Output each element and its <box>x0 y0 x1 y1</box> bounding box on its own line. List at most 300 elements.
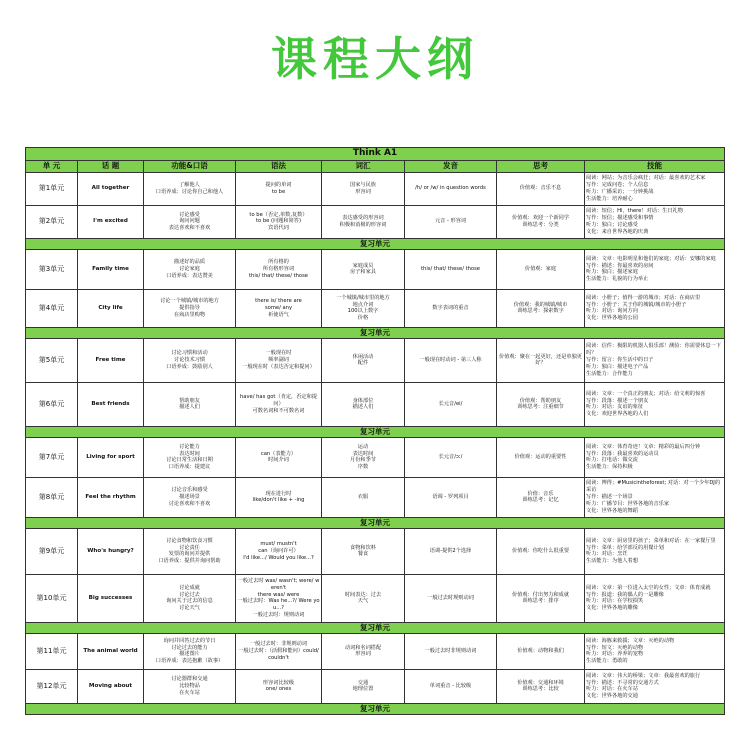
function-line: 讨论器群和交通 <box>171 676 208 683</box>
skills-line: 听力：对话：烹饪 <box>586 551 628 558</box>
function-cell <box>144 172 236 205</box>
skills-line: 写作：描述一个场景 <box>586 493 633 500</box>
grammar-line: 一般过去时：非规则动词 <box>249 641 308 648</box>
unit-row <box>26 205 725 238</box>
skills-line: 听力：对话：养养的宠物 <box>586 651 644 658</box>
skills-line: 听力：独白；讨论感受 <box>586 221 638 228</box>
grammar-cell <box>236 382 322 426</box>
topic-cell: Best friends <box>78 382 144 426</box>
header-grammar: 语法 <box>236 160 322 172</box>
function-line: 讨论成就 <box>179 584 200 591</box>
function-cell <box>144 249 236 289</box>
vocab-cell <box>322 249 405 289</box>
grammar-cell <box>236 172 322 205</box>
skills-cell <box>585 205 725 238</box>
grammar-cell <box>236 528 322 574</box>
function-cell <box>144 528 236 574</box>
pronunciation-line: 一般过去时非规则动词 <box>424 647 477 654</box>
grammar-line: this/ that/ these/ those <box>249 272 308 279</box>
pronunciation-cell <box>405 528 497 574</box>
table-title-row <box>26 148 725 161</box>
vocab-line: 地点介词 <box>352 301 374 308</box>
function-cell <box>144 338 236 382</box>
grammar-cell <box>236 205 322 238</box>
vocab-line: 积极和消极的形容词 <box>339 221 387 228</box>
header-unit: 单 元 <box>26 160 78 172</box>
skills-line: 听力：独白；描述家庭 <box>586 269 638 276</box>
vocab-line: 配件 <box>357 360 369 367</box>
pronunciation-cell <box>405 382 497 426</box>
pronunciation-line: 语调 - 罗列项目 <box>432 493 469 500</box>
function-line: 讨论天气 <box>179 605 200 612</box>
pronunciation-cell <box>405 437 497 477</box>
vocab-line: 房子和家具 <box>350 269 376 276</box>
thinking-line: 训练思考：记忆 <box>522 497 559 504</box>
grammar-line: to be <box>271 188 286 195</box>
vocab-line: 餐食 <box>357 551 369 558</box>
function-line: 讨论过去的能力 <box>171 644 208 651</box>
unit-cell: 第10单元 <box>26 574 78 622</box>
header-vocab: 词汇 <box>322 160 405 172</box>
pronunciation-line: 单词重音 - 比较级 <box>429 682 472 689</box>
unit-cell: 第12单元 <box>26 669 78 703</box>
pronunciation-line: /h/ or /w/ in question words <box>415 185 486 192</box>
review-row <box>26 622 725 633</box>
function-line: 描述人们 <box>179 404 200 411</box>
grammar-line: 一般过去时：Was he...?/ Were you...? <box>237 598 320 612</box>
topic-cell: Big successes <box>78 574 144 622</box>
function-line: 描述场景 <box>179 493 200 500</box>
review-row <box>26 517 725 528</box>
function-line: 口语养成：提供并询问帮助 <box>158 558 221 565</box>
unit-row <box>26 437 725 477</box>
unit-row <box>26 669 725 703</box>
skills-line: 写作：小册子：关于你的城镇/城市的小册子 <box>586 301 687 308</box>
pronunciation-cell <box>405 289 497 327</box>
pronunciation-cell <box>405 172 497 205</box>
skills-line: 写作：短信；描述感受和事情 <box>586 215 654 222</box>
skills-line: 听力：对话：询问方向 <box>586 308 638 315</box>
grammar-line: to be (问题和简答) <box>256 218 301 225</box>
unit-row <box>26 477 725 517</box>
function-line: 讨论感受 <box>179 211 200 218</box>
vocab-cell <box>322 172 405 205</box>
thinking-cell <box>497 249 585 289</box>
topic-cell: The animal world <box>78 633 144 669</box>
thinking-line: 价值观：动物和我们 <box>517 647 564 654</box>
vocab-line: 表达感受的形容词 <box>342 215 384 222</box>
function-line: 讨论喜欢和不喜欢 <box>168 500 211 507</box>
pronunciation-cell <box>405 477 497 517</box>
thinking-line: 价值：音乐 <box>527 490 554 497</box>
grammar-line: to be（否定,单数,复数） <box>249 211 308 218</box>
thinking-cell <box>497 669 585 703</box>
vocab-line: 运动 <box>357 443 369 450</box>
skills-line: 听力：打电话：做交流 <box>586 457 638 464</box>
skills-cell <box>585 382 725 426</box>
topic-cell: Family time <box>78 249 144 289</box>
skills-cell <box>585 574 725 622</box>
vocab-line: 形容词 <box>355 651 371 658</box>
skills-line: 文化：欢迎世界各地的人们 <box>586 411 649 418</box>
function-line: 讨论技术习惯 <box>173 356 206 363</box>
vocab-cell <box>322 338 405 382</box>
grammar-line: 一般过去时：（活假和能问）could/ couldn't <box>238 647 319 661</box>
vocab-line: 形容词 <box>355 188 371 195</box>
function-line: 在商店里购物 <box>173 311 206 318</box>
function-line: 讨论家庭 <box>179 265 200 272</box>
vocab-line: 表达时间 <box>352 450 374 457</box>
pronunciation-line: 一般现在时动词 - 第三人称 <box>419 356 482 363</box>
grammar-cell <box>236 338 322 382</box>
skills-line: 写作：描述：你最喜欢的房间 <box>586 262 654 269</box>
function-line: 提供指导 <box>179 304 200 311</box>
function-line: 口语养成：鼓励别人 <box>166 363 213 370</box>
pronunciation-line: 一般过去时规则动词 <box>427 594 474 601</box>
grammar-line: 频率副词 <box>268 356 289 363</box>
topic-cell: Living for sport <box>78 437 144 477</box>
vocab-line: 衣服 <box>357 493 369 500</box>
grammar-line: 提问的单词 <box>265 182 292 189</box>
unit-cell: 第8单元 <box>26 477 78 517</box>
skills-cell <box>585 289 725 327</box>
function-line: 讨论过去 <box>179 591 200 598</box>
skills-line: 写作：段落：描述一个朋友 <box>586 397 649 404</box>
vocab-cell <box>322 289 405 327</box>
function-line: 描述好的品质 <box>173 259 206 266</box>
function-line: 讨论能力 <box>179 443 200 450</box>
vocab-cell <box>322 477 405 517</box>
skills-cell <box>585 477 725 517</box>
review-label: 复习单元 <box>26 426 725 437</box>
function-line: 讨论音乐和感受 <box>171 487 208 494</box>
function-line: 比较物品 <box>179 682 200 689</box>
function-line: 口语养成：表达抱歉（故事） <box>155 658 224 665</box>
grammar-line: 所有格的 <box>268 259 289 266</box>
vocab-line: 价格 <box>357 315 369 322</box>
thinking-line: 价值观：欢迎一个新同学 <box>511 215 570 222</box>
thinking-line: 价值观：音乐不息 <box>519 185 562 192</box>
topic-cell: Feel the rhythm <box>78 477 144 517</box>
skills-line: 文化：来自世界各地的庆典 <box>586 228 649 235</box>
vocab-line: 天气 <box>357 598 369 605</box>
skills-cell <box>585 528 725 574</box>
review-label: 复习单元 <box>26 703 725 714</box>
skills-line: 阅读：博得；#Musicintheforest; 对话：对一个少年DJ的采访 <box>586 480 721 494</box>
unit-cell: 第2单元 <box>26 205 78 238</box>
thinking-line: 价值观：运动的重要性 <box>514 453 567 460</box>
review-label: 复习单元 <box>26 517 725 528</box>
unit-row <box>26 289 725 327</box>
thinking-line: 训练思考：分类 <box>522 221 559 228</box>
unit-cell: 第1单元 <box>26 172 78 205</box>
vocab-line: 序数 <box>357 464 369 471</box>
skills-line: 阅读：文章：伟大的桥梁；文章：我最喜欢的旅行 <box>586 672 701 679</box>
function-line: 发票的询问并提供 <box>168 551 211 558</box>
unit-cell: 第9单元 <box>26 528 78 574</box>
thinking-line: 价值观：聚在一起更好，还是单独更好？ <box>498 353 582 367</box>
vocab-line: 交通 <box>357 679 369 686</box>
function-line: 口语养成：讨论你自己和他人 <box>155 188 224 195</box>
skills-line: 阅读：文章：厨房里的孩子；菜单和对话：在一家餐厅里 <box>586 537 716 544</box>
skills-line: 阅读：文章：体育奇迹！文章：精彩的最后四分钟 <box>586 443 701 450</box>
function-line: 表达时间 <box>179 450 200 457</box>
header-function: 功能&口语 <box>144 160 236 172</box>
header-pronunciation: 发音 <box>405 160 497 172</box>
skills-line: 写作：留言：你生活中的日子 <box>586 356 654 363</box>
vocab-cell <box>322 669 405 703</box>
thinking-cell <box>497 477 585 517</box>
grammar-cell <box>236 437 322 477</box>
grammar-line: can（询问许可） <box>258 547 299 554</box>
function-cell <box>144 205 236 238</box>
skills-line: 写作：完成问卷；个人信息 <box>586 182 649 189</box>
topic-cell: I'm excited <box>78 205 144 238</box>
vocab-cell <box>322 528 405 574</box>
function-cell <box>144 574 236 622</box>
vocab-line: 休闲活动 <box>352 353 374 360</box>
pronunciation-cell <box>405 633 497 669</box>
grammar-line: 宾语代词 <box>268 225 289 232</box>
vocab-line: 时间表达：过去 <box>344 591 382 598</box>
function-line: 口语养成：表达赞美 <box>166 272 213 279</box>
grammar-line: 一般现在时（表达否定和提问） <box>242 363 315 370</box>
vocab-line: 动词和名词搭配 <box>344 644 382 651</box>
skills-line: 阅读：信件：极限的机器人俱乐部！测验：你需要休息一下吗？ <box>586 343 721 357</box>
skills-line: 写作：描述：不寻常的交通方式 <box>586 679 659 686</box>
function-line: 讨论一个城镇/城市的地方 <box>160 298 219 305</box>
thinking-cell <box>497 172 585 205</box>
unit-cell: 第3单元 <box>26 249 78 289</box>
skills-cell <box>585 437 725 477</box>
grammar-cell <box>236 574 322 622</box>
thinking-line: 训练思考：注重细节 <box>517 404 564 411</box>
skills-line: 阅读：海豚来救援；文章：灭绝的动物 <box>586 637 675 644</box>
review-row <box>26 426 725 437</box>
skills-line: 阅读：文章：电影明星和他们的家庭；对话：安娜的家庭 <box>586 255 716 262</box>
header-thinking: 思考 <box>497 160 585 172</box>
pronunciation-cell <box>405 574 497 622</box>
vocab-line: 100以上数字 <box>347 308 379 315</box>
vocab-line: 描述人们 <box>352 404 374 411</box>
function-cell <box>144 289 236 327</box>
grammar-cell <box>236 669 322 703</box>
unit-cell: 第6单元 <box>26 382 78 426</box>
thinking-cell <box>497 574 585 622</box>
thinking-line: 训练思考：排序 <box>522 598 559 605</box>
unit-cell: 第7单元 <box>26 437 78 477</box>
grammar-line: 形容词比较级 <box>262 679 295 686</box>
vocab-line: 食物和饮料 <box>350 544 376 551</box>
grammar-line: 所有格形容词 <box>262 265 295 272</box>
pronunciation-line: 长元音/ɔː/ <box>438 453 463 460</box>
skills-line: 文化：世界各地的公园 <box>586 315 638 322</box>
vocab-cell <box>322 382 405 426</box>
header-topic: 话 题 <box>78 160 144 172</box>
grammar-line: there is/ there are <box>255 298 302 305</box>
skills-line: 阅读：文章：一个真正的朋友；对话：给文莉的惊喜 <box>586 390 706 397</box>
grammar-line: 现在进行时 <box>265 490 292 497</box>
skills-line: 写作：段落：我最喜欢的运动员 <box>586 450 659 457</box>
vocab-line: 国家与民族 <box>350 182 376 189</box>
pronunciation-cell <box>405 338 497 382</box>
topic-cell: Free time <box>78 338 144 382</box>
unit-cell: 第4单元 <box>26 289 78 327</box>
function-line: 帮助朋友 <box>179 397 200 404</box>
pronunciation-line: 元音 - 形容词 <box>434 218 467 225</box>
header-row <box>26 160 725 172</box>
thinking-line: 价值观：你吃什么很重要 <box>511 547 570 554</box>
vocab-line: 月份和季节 <box>350 457 376 464</box>
skills-line: 阅读：小册子；值得一游的城市；对话：在商店里 <box>586 294 701 301</box>
review-row <box>26 327 725 338</box>
review-row <box>26 238 725 249</box>
skills-cell <box>585 633 725 669</box>
function-line: 询问关于过去的信息 <box>166 598 213 605</box>
vocab-cell <box>322 633 405 669</box>
topic-cell: All together <box>78 172 144 205</box>
skills-line: 听力：对话：在火车站 <box>586 686 638 693</box>
skills-line: 听力：对话：在学校损笑 <box>586 598 644 605</box>
unit-row <box>26 382 725 426</box>
function-line: 讨论食物和饮食习惯 <box>166 537 213 544</box>
grammar-line: have/ has got（肯定，否定和提问） <box>240 394 317 407</box>
function-line: 表达喜欢和不喜欢 <box>168 225 211 232</box>
skills-line: 生活能力：为他人着想 <box>586 558 638 565</box>
function-line: 询问并回答过去的节日 <box>163 637 216 644</box>
function-cell <box>144 633 236 669</box>
skills-line: 写作：报道：我的偶人的一是雕像 <box>586 591 664 598</box>
skills-line: 生活能力：勇敢的 <box>586 658 628 665</box>
grammar-line: there was/ were <box>257 591 300 598</box>
unit-cell: 第5单元 <box>26 338 78 382</box>
skills-line: 听力：独白：描述电子产品 <box>586 363 649 370</box>
unit-cell: 第11单元 <box>26 633 78 669</box>
function-line: 描述图片 <box>179 651 200 658</box>
function-line: 讨论责任 <box>179 544 200 551</box>
unit-row <box>26 172 725 205</box>
vocab-cell <box>322 574 405 622</box>
skills-line: 文化：世界各地的雕像 <box>586 605 638 612</box>
unit-row <box>26 574 725 622</box>
unit-row <box>26 338 725 382</box>
thinking-cell <box>497 338 585 382</box>
grammar-cell <box>236 477 322 517</box>
skills-line: 生活能力：合作能力 <box>586 370 633 377</box>
function-line: 讨论日常生活和日期 <box>166 457 213 464</box>
topic-cell: Who's hungry? <box>78 528 144 574</box>
thinking-line: 训练思考：比较 <box>522 686 559 693</box>
skills-line: 生活能力：保持积极 <box>586 464 633 471</box>
unit-row <box>26 633 725 669</box>
review-label: 复习单元 <box>26 327 725 338</box>
skills-line: 听力：对话：友谊的象征 <box>586 404 644 411</box>
vocab-line: 地理位置 <box>352 686 374 693</box>
grammar-line: 可数名词和不可数名词 <box>252 407 305 414</box>
vocab-line: 一个城镇/城市里的地方 <box>336 294 390 301</box>
grammar-line: like/don't like + -ing <box>252 497 305 504</box>
grammar-line: I'd like.../ Would you like...? <box>243 554 314 561</box>
thinking-cell <box>497 289 585 327</box>
skills-line: 文化：世界各地的交通 <box>586 693 638 700</box>
thinking-cell <box>497 205 585 238</box>
pronunciation-cell <box>405 669 497 703</box>
thinking-line: 价值观：帮助朋友 <box>519 397 562 404</box>
grammar-line: 祈使语气 <box>268 311 289 318</box>
grammar-line: 时间介词 <box>268 457 289 464</box>
pronunciation-line: 数字表词的重音 <box>432 304 469 311</box>
skills-line: 写作：短文：灭绝的动物 <box>586 644 644 651</box>
thinking-line: 价值观：交通和环境 <box>517 679 564 686</box>
pronunciation-line: this/ that/ these/ those <box>421 265 480 272</box>
skills-cell <box>585 172 725 205</box>
skills-line: 生活能力：礼貌的行为举止 <box>586 276 649 283</box>
function-cell <box>144 477 236 517</box>
thinking-cell <box>497 437 585 477</box>
grammar-line: 一般过去时：规则动词 <box>252 612 305 619</box>
skills-cell <box>585 249 725 289</box>
function-line: 了解他人 <box>179 182 200 189</box>
table-title: Think A1 <box>26 148 725 161</box>
skills-line: 听力：广播采访；一分钟挑战 <box>586 188 654 195</box>
review-label: 复习单元 <box>26 622 725 633</box>
skills-line: 阅读：文章：第一位进入太空的女性；文章：体育成就 <box>586 584 711 591</box>
grammar-line: some/ any <box>264 304 293 311</box>
grammar-cell <box>236 633 322 669</box>
vocab-cell <box>322 205 405 238</box>
unit-row <box>26 528 725 574</box>
function-cell <box>144 382 236 426</box>
thinking-line: 价值观：付出努力和成就 <box>511 591 570 598</box>
topic-cell: City life <box>78 289 144 327</box>
vocab-line: 家庭成员 <box>352 262 374 269</box>
grammar-line: 一般过去时 was/ wasn't; were/ weren't <box>237 577 320 591</box>
syllabus-table <box>25 147 725 715</box>
pronunciation-cell <box>405 249 497 289</box>
thinking-line: 价值观：家庭 <box>524 265 557 272</box>
syllabus-table-container <box>25 147 724 715</box>
vocab-cell <box>322 437 405 477</box>
grammar-line: can（表能力） <box>260 450 297 457</box>
thinking-line: 价值观：我的城镇/城市 <box>513 301 568 308</box>
grammar-cell <box>236 289 322 327</box>
skills-line: 阅读：网站；为音乐会疯狂；对话：最喜欢的艺术家 <box>586 175 706 182</box>
page-title: 课程大纲 <box>271 32 479 86</box>
function-cell <box>144 669 236 703</box>
skills-line: 阅读：短信；Hi，there！对话：生日礼物 <box>586 208 683 215</box>
pronunciation-line: 语调-提供2个选择 <box>429 547 472 554</box>
vocab-line: 身体部位 <box>352 397 374 404</box>
skills-cell <box>585 338 725 382</box>
pronunciation-line: 长元音/ei/ <box>438 400 463 407</box>
pronunciation-cell <box>405 205 497 238</box>
thinking-line: 训练思考：探索数字 <box>517 308 564 315</box>
review-row <box>26 703 725 714</box>
topic-cell: Moving about <box>78 669 144 703</box>
function-line: 在火车站 <box>179 689 200 696</box>
unit-row <box>26 249 725 289</box>
grammar-line: one/ ones <box>265 686 292 693</box>
grammar-cell <box>236 249 322 289</box>
skills-line: 文化：世界各地的舞蹈 <box>586 507 638 514</box>
function-line: 口语养成：提建议 <box>168 464 211 471</box>
skills-line: 写作：菜单：给学部反的用餐计划 <box>586 544 664 551</box>
grammar-line: 一般现在时 <box>265 350 292 357</box>
skills-line: 听力：广播节目：世界各地的音乐家 <box>586 500 670 507</box>
function-line: 讨论习惯和活动 <box>171 350 208 357</box>
header-skills: 技能 <box>585 160 725 172</box>
skills-line: 生活能力：培养耐心 <box>586 195 633 202</box>
